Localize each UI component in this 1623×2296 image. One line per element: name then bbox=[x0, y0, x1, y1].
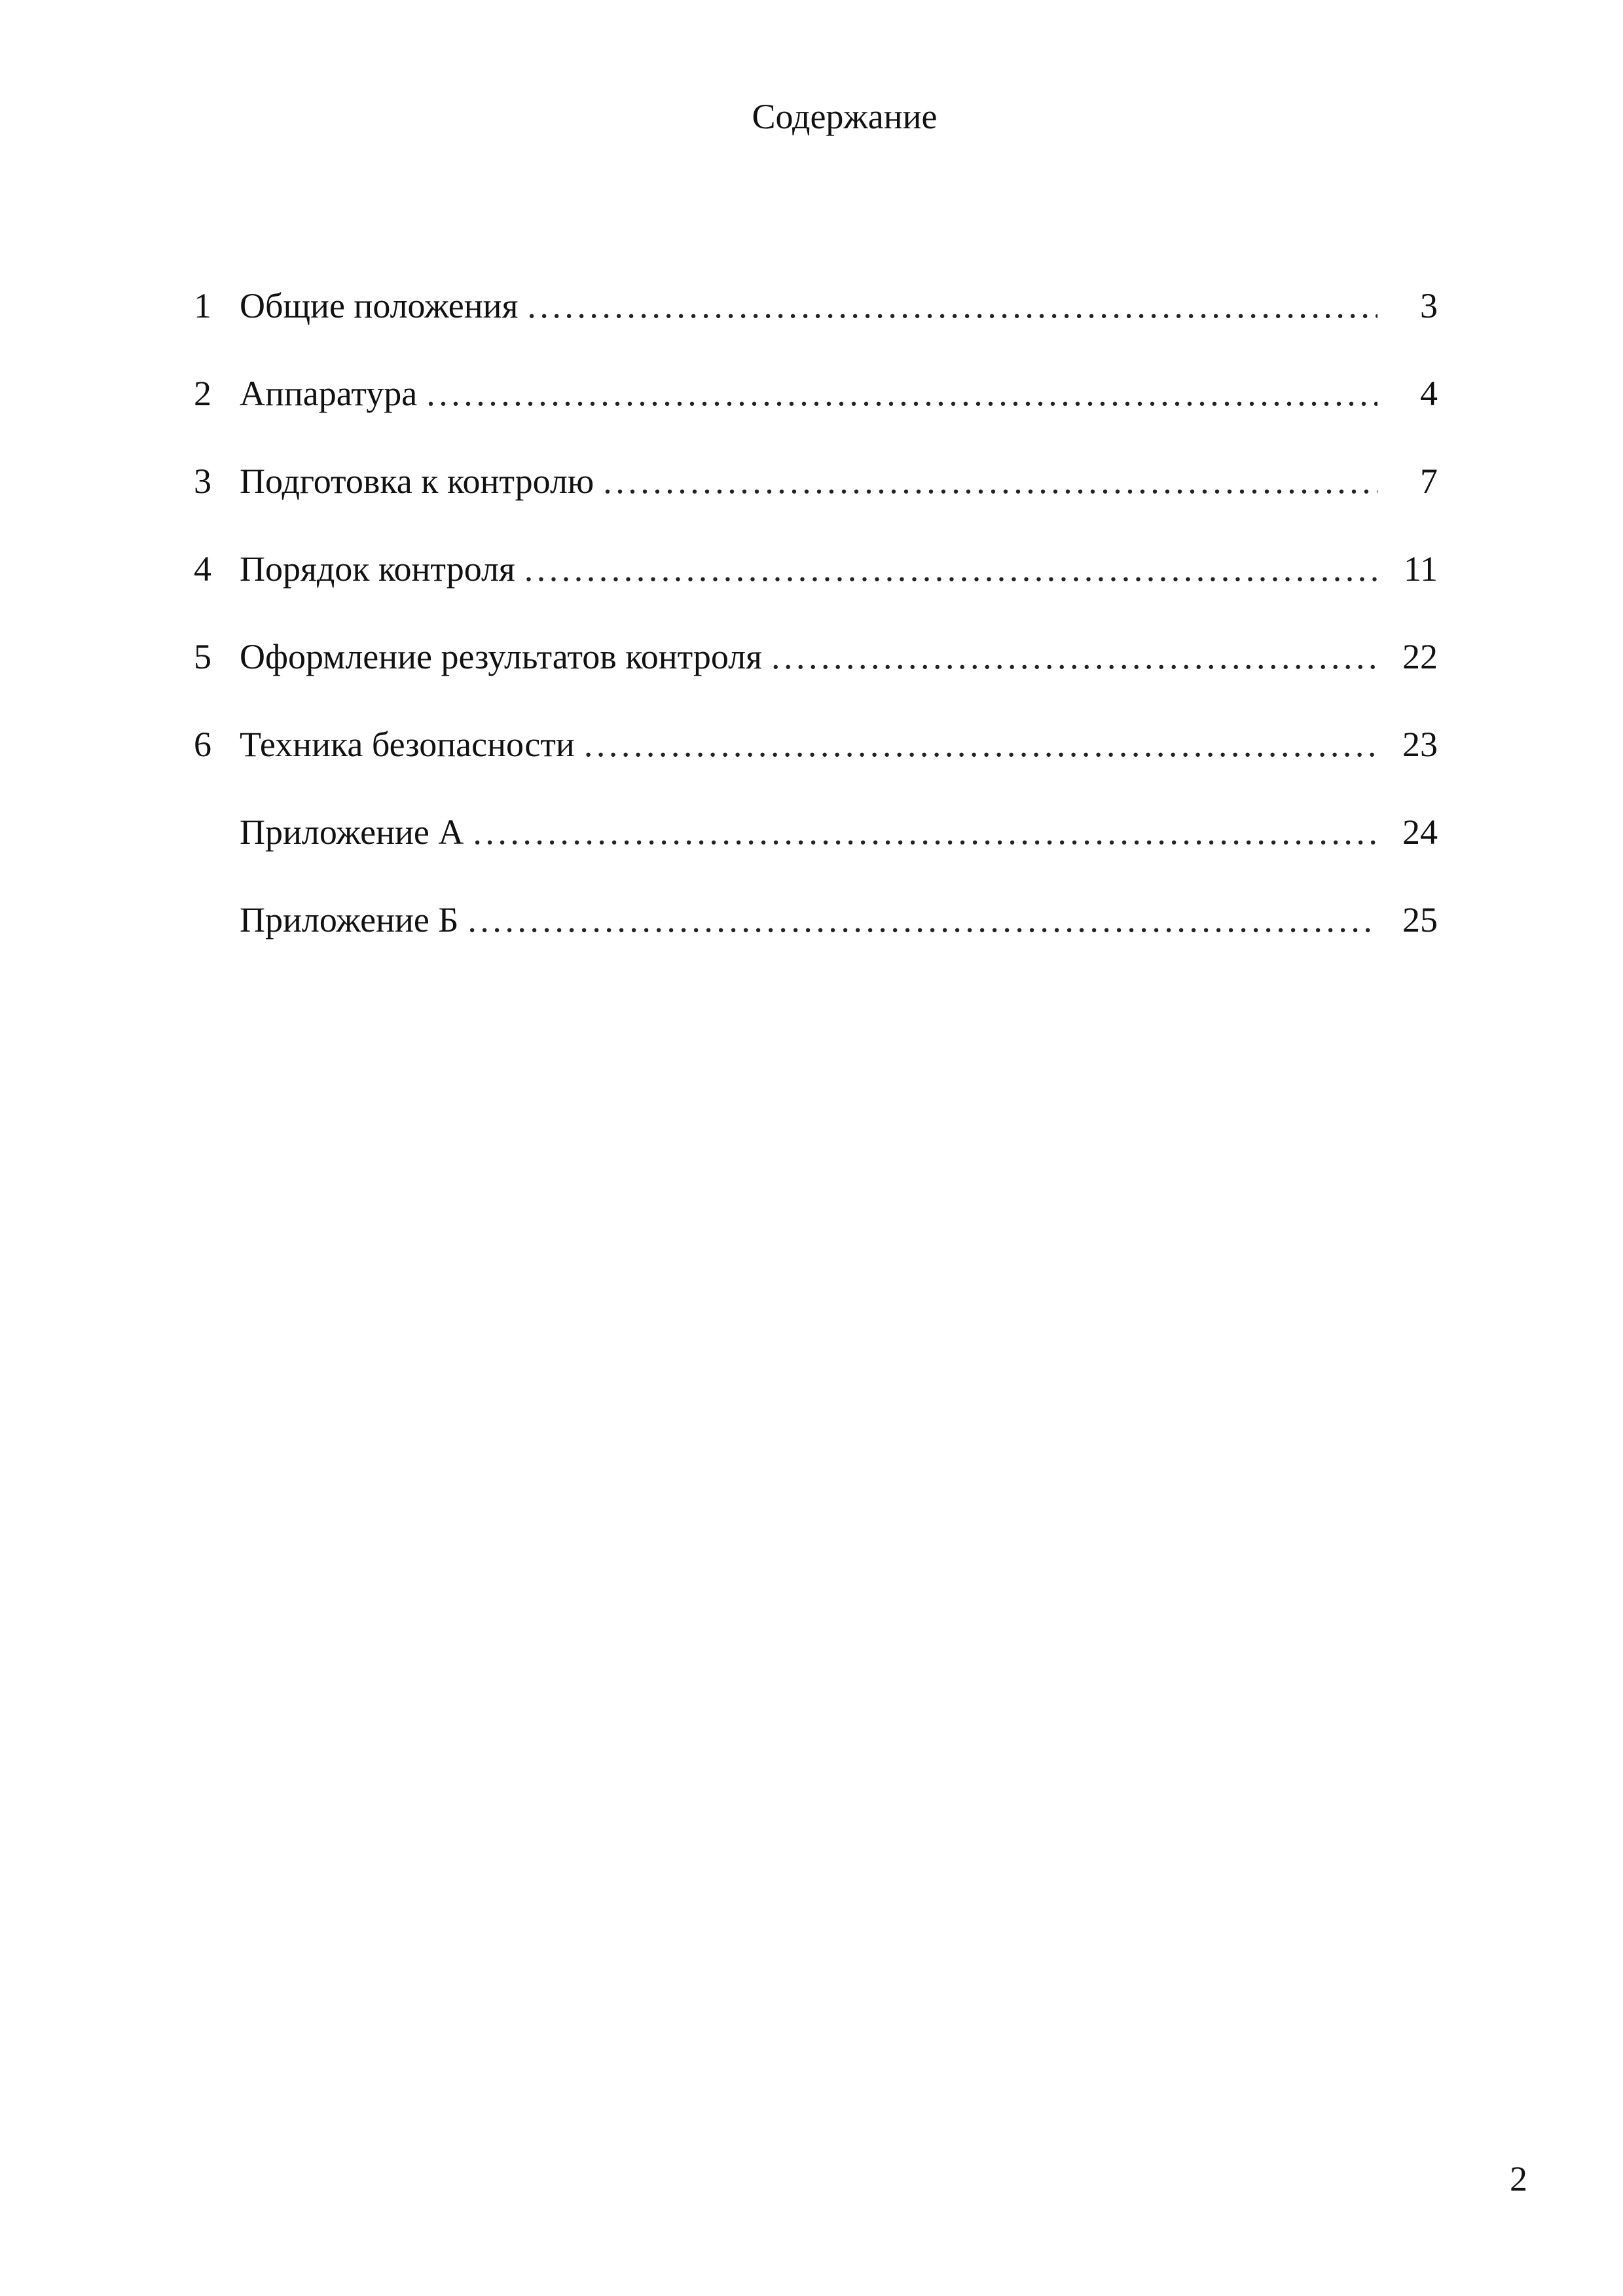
toc-entry-number: 5 bbox=[194, 637, 211, 676]
toc-dot-leader bbox=[584, 723, 1377, 765]
toc-entry-page: 4 bbox=[1420, 374, 1438, 413]
toc-dot-leader bbox=[524, 548, 1377, 590]
toc-dot-leader bbox=[426, 373, 1377, 414]
toc-dot-leader bbox=[771, 636, 1377, 678]
toc-entry-number: 4 bbox=[194, 549, 211, 589]
toc-entry[interactable] bbox=[194, 350, 1438, 437]
toc-entry-label: Порядок контроля bbox=[240, 549, 515, 589]
toc-entry[interactable] bbox=[194, 701, 1438, 788]
toc-entry-label: Приложение А bbox=[240, 812, 464, 852]
toc-entry-page: 24 bbox=[1402, 812, 1438, 852]
toc-entry[interactable] bbox=[194, 876, 1438, 964]
toc-entry-label: Техника безопасности bbox=[240, 725, 575, 764]
toc-entry[interactable] bbox=[194, 262, 1438, 350]
page-title: Содержание bbox=[752, 97, 938, 136]
toc-entry-label: Приложение Б bbox=[240, 900, 459, 939]
toc-entry-number: 6 bbox=[194, 725, 211, 764]
toc-entry-page: 7 bbox=[1420, 462, 1438, 501]
toc-entry-label: Оформление результатов контроля bbox=[240, 637, 762, 676]
toc-entry-page: 22 bbox=[1402, 637, 1438, 676]
toc-entry-page: 23 bbox=[1402, 725, 1438, 764]
toc-entry-number: 2 bbox=[194, 374, 211, 413]
table-of-contents bbox=[194, 262, 1438, 964]
toc-entry-label: Подготовка к контролю bbox=[240, 462, 594, 501]
toc-entry[interactable] bbox=[194, 525, 1438, 613]
toc-entry[interactable] bbox=[194, 613, 1438, 701]
toc-entry-label: Общие положения bbox=[240, 286, 519, 325]
toc-entry-page: 3 bbox=[1420, 286, 1438, 325]
toc-dot-leader bbox=[473, 811, 1377, 853]
toc-entry[interactable] bbox=[194, 788, 1438, 876]
toc-entry-page: 25 bbox=[1402, 900, 1438, 939]
toc-dot-leader bbox=[467, 899, 1377, 941]
toc-dot-leader bbox=[603, 460, 1377, 502]
toc-entry-page: 11 bbox=[1404, 549, 1438, 589]
toc-dot-leader bbox=[527, 285, 1377, 327]
toc-entry-number: 1 bbox=[194, 286, 211, 325]
toc-entry-number: 3 bbox=[194, 462, 211, 501]
toc-entry-label: Аппаратура bbox=[240, 374, 418, 413]
toc-entry[interactable] bbox=[194, 437, 1438, 525]
page-number: 2 bbox=[1510, 2159, 1527, 2198]
